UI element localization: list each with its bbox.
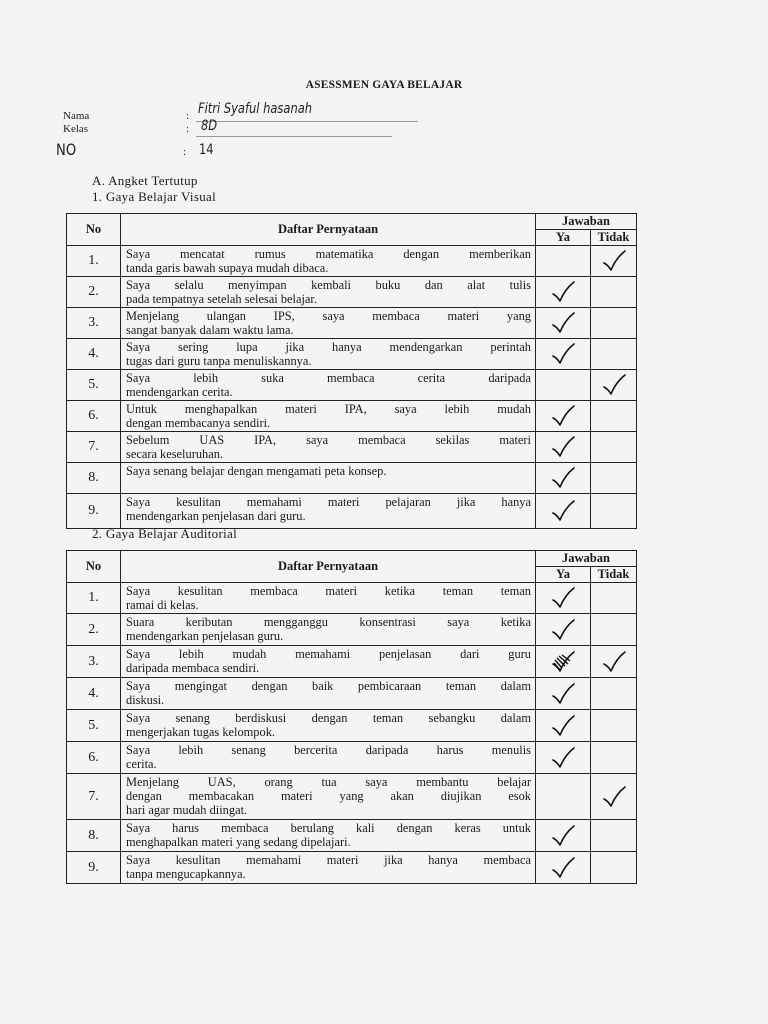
tidak-cell[interactable] [591,852,637,884]
row-number: 7. [67,774,121,820]
row-number: 7. [67,432,121,463]
ya-cell[interactable] [536,370,591,401]
row-number: 1. [67,246,121,277]
checkmark-icon [601,785,627,809]
statement-line: Saya kesulitan memahami materi pelajaran jika hanya [126,495,531,509]
ya-cell[interactable] [536,820,591,852]
statement-line: Saya mencatat rumus matematika dengan memberikan [126,247,531,261]
kelas-underline [196,136,392,137]
statement-line: cerita. [126,757,157,771]
ya-cell[interactable] [536,852,591,884]
statement-line: mengerjakan tugas kelompok. [126,725,275,739]
checkmark-icon [601,249,627,273]
answer-header: Jawaban [536,551,637,567]
ya-cell[interactable] [536,583,591,614]
tidak-cell[interactable] [591,432,637,463]
tidak-cell[interactable] [591,583,637,614]
table-row [67,277,637,308]
statement-line: sangat banyak dalam waktu lama. [126,323,294,337]
tidak-cell[interactable] [591,710,637,742]
statement-line: Saya lebih suka membaca cerita daripada [126,371,531,385]
row-number: 8. [67,463,121,494]
row-number: 3. [67,646,121,678]
answer-header: Jawaban [536,214,637,230]
statement-cell [121,246,536,277]
ya-cell[interactable] [536,401,591,432]
statement-line: Untuk menghapalkan materi IPA, saya lebih mudah [126,402,531,416]
statement-line: Saya sering lupa jika hanya mendengarkan perintah [126,340,531,354]
statement-cell [121,339,536,370]
ya-cell[interactable] [536,308,591,339]
statement-cell [121,646,536,678]
statement-header: Daftar Pernyataan [121,214,536,246]
ya-cell[interactable] [536,494,591,529]
auditorial-table [66,550,637,884]
statement-line: menghapalkan materi yang sedang dipelajari. [126,835,351,849]
statement-cell [121,308,536,339]
statement-cell [121,370,536,401]
tidak-header: Tidak [591,230,637,246]
statement-line: ramai di kelas. [126,598,199,612]
ya-cell[interactable] [536,432,591,463]
statement-cell [121,710,536,742]
statement-line: hari agar mudah diingat. [126,803,248,817]
nama-value: Fitri Syaful hasanah [198,101,313,117]
checkmark-icon [550,586,576,610]
checkmark-icon [550,746,576,770]
row-number: 2. [67,277,121,308]
tidak-cell[interactable] [591,678,637,710]
checkmark-icon [550,682,576,706]
visual-rows [67,246,637,529]
table-row [67,494,637,529]
statement-line: pada tempatnya setelah selesai belajar. [126,292,317,306]
checkmark-icon [550,824,576,848]
statement-line: Saya kesulitan membaca materi ketika teman teman [126,584,531,598]
kelas-colon: : [186,123,190,135]
section-a-heading: A. Angket Tertutup [92,173,198,188]
row-number: 4. [67,339,121,370]
ya-cell[interactable] [536,646,591,678]
statement-line: Suara keributan mengganggu konsentrasi saya ketika [126,615,531,629]
ya-header: Ya [536,567,591,583]
ya-cell[interactable] [536,678,591,710]
visual-table [66,213,637,529]
ya-cell[interactable] [536,614,591,646]
statement-cell [121,614,536,646]
checkmark-icon [601,650,627,674]
ya-header: Ya [536,230,591,246]
table-row [67,370,637,401]
tidak-cell[interactable] [591,774,637,820]
statement-cell [121,852,536,884]
tidak-cell[interactable] [591,401,637,432]
nama-label: Nama [63,110,90,122]
ya-cell[interactable] [536,742,591,774]
checkmark-icon [550,856,576,880]
auditorial-rows [67,583,637,884]
table-row [67,742,637,774]
no-header: No [67,214,121,246]
checkmark-icon [550,466,576,490]
ya-cell[interactable] [536,710,591,742]
statement-line: tanda garis bawah supaya mudah dibaca. [126,261,329,275]
table-row [67,852,637,884]
row-number: 5. [67,370,121,401]
tidak-cell[interactable] [591,246,637,277]
table-row [67,820,637,852]
no-colon: : [183,146,187,158]
row-number: 3. [67,308,121,339]
statement-cell [121,494,536,529]
table-row [67,463,637,494]
statement-line: tugas dari guru tanpa menuliskannya. [126,354,312,368]
row-number: 9. [67,494,121,529]
ya-cell[interactable] [536,277,591,308]
row-number: 1. [67,583,121,614]
checkmark-icon [550,342,576,366]
table-row [67,710,637,742]
kelas-value: 8D [201,118,218,134]
checkmark-icon [550,404,576,428]
table-row [67,646,637,678]
tidak-cell[interactable] [591,339,637,370]
statement-cell [121,463,536,494]
row-number: 4. [67,678,121,710]
tidak-cell[interactable] [591,463,637,494]
row-number: 6. [67,742,121,774]
statement-line: Menjelang UAS, orang tua saya membantu belajar [126,775,531,789]
table-row [67,246,637,277]
statement-line: Saya harus membaca berulang kali dengan keras untuk [126,821,531,835]
table-row [67,614,637,646]
statement-cell [121,774,536,820]
table-row [67,583,637,614]
statement-line: Saya senang belajar dengan mengamati peta konsep. [126,464,387,478]
tidak-cell[interactable] [591,370,637,401]
auditorial-heading: 2. Gaya Belajar Auditorial [92,526,237,541]
row-number: 8. [67,820,121,852]
tidak-cell[interactable] [591,614,637,646]
table-row [67,774,637,820]
no-header: No [67,551,121,583]
checkmark-icon [601,373,627,397]
table-row [67,678,637,710]
ya-cell[interactable] [536,246,591,277]
row-number: 6. [67,401,121,432]
statement-cell [121,583,536,614]
statement-line: Saya kesulitan memahami materi jika hanya membaca [126,853,531,867]
statement-line: daripada membaca sendiri. [126,661,260,675]
tidak-header: Tidak [591,567,637,583]
tidak-cell[interactable] [591,308,637,339]
table-row [67,308,637,339]
ya-cell[interactable] [536,339,591,370]
statement-cell [121,432,536,463]
tidak-cell[interactable] [591,742,637,774]
statement-line: dengan membacakan materi yang akan diujikan esok [126,789,531,803]
no-label: NO [56,140,77,159]
checkmark-icon [550,499,576,523]
statement-cell [121,678,536,710]
page-title: ASESSMEN GAYA BELAJAR [305,79,463,91]
checkmark-icon [550,280,576,304]
statement-line: mendengarkan penjelasan guru. [126,629,284,643]
statement-cell [121,401,536,432]
no-value: 14 [199,142,214,158]
statement-cell [121,742,536,774]
statement-line: mendengarkan penjelasan dari guru. [126,509,306,523]
row-number: 2. [67,614,121,646]
tidak-cell[interactable] [591,820,637,852]
table-row [67,401,637,432]
checkmark-icon [550,435,576,459]
statement-line: tanpa mengucapkannya. [126,867,246,881]
statement-line: secara keseluruhan. [126,447,224,461]
ya-cell[interactable] [536,774,591,820]
scribbled-check-icon [550,650,576,674]
statement-cell [121,277,536,308]
statement-line: mendengarkan cerita. [126,385,233,399]
statement-header: Daftar Pernyataan [121,551,536,583]
nama-underline [196,121,418,122]
statement-line: Saya mengingat dengan baik pembicaraan teman dalam [126,679,531,693]
nama-colon: : [186,110,190,122]
visual-heading: 1. Gaya Belajar Visual [92,189,216,204]
statement-line: Saya lebih senang bercerita daripada harus menulis [126,743,531,757]
statement-line: Saya lebih mudah memahami penjelasan dari guru [126,647,531,661]
tidak-cell[interactable] [591,646,637,678]
statement-cell [121,820,536,852]
kelas-label: Kelas [63,123,89,135]
row-number: 5. [67,710,121,742]
statement-line: Menjelang ulangan IPS, saya membaca materi yang [126,309,531,323]
checkmark-icon [550,714,576,738]
statement-line: Saya selalu menyimpan kembali buku dan alat tulis [126,278,531,292]
checkmark-icon [550,311,576,335]
statement-line: Sebelum UAS IPA, saya membaca sekilas materi [126,433,531,447]
statement-line: diskusi. [126,693,165,707]
table-row [67,339,637,370]
tidak-cell[interactable] [591,494,637,529]
checkmark-icon [550,618,576,642]
row-number: 9. [67,852,121,884]
table-row [67,432,637,463]
statement-line: Saya senang berdiskusi dengan teman sebangku dalam [126,711,531,725]
ya-cell[interactable] [536,463,591,494]
statement-line: dengan membacanya sendiri. [126,416,271,430]
tidak-cell[interactable] [591,277,637,308]
